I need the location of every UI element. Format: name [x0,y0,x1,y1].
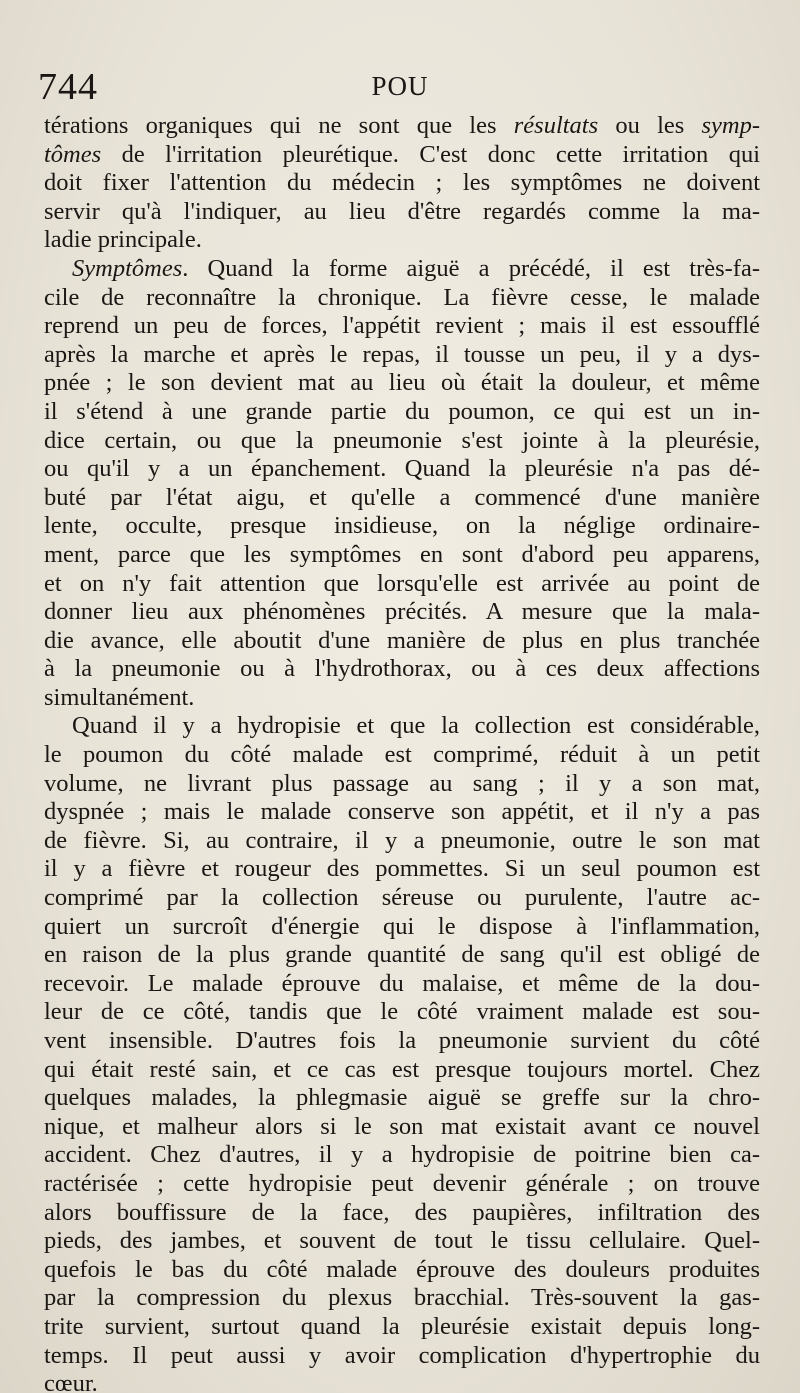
line-text: térations organiques qui ne sont que les [44,112,514,139]
line-text: reprend un peu de forces, l'appétit revient ; mais il est essoufflé [44,312,760,340]
line-text: et on n'y fait attention que lorsqu'elle est arrivée au point de [44,569,760,597]
line-text: . Quand la forme aiguë a précédé, il est très-fa- [182,254,760,282]
text-line [44,570,760,599]
line-text: à la pneumonie ou à l'hydrothorax, ou à ces deux affections [44,655,760,683]
text-line [44,284,760,313]
text-line [44,798,760,827]
text-line [44,970,760,999]
text-line [44,341,760,370]
text-line [44,1113,760,1142]
running-head: POU [371,71,429,101]
text-line [44,998,760,1027]
text-line [44,712,760,741]
text-line [44,1141,760,1170]
line-text: lente, occulte, presque insidieuse, on la néglige ordinaire- [44,512,760,540]
line-text: dyspnée ; mais le malade conserve son appétit, et il n'y a pas [44,798,760,826]
text-line [44,1084,760,1113]
text-line [44,741,760,770]
line-text: quiert un surcroît d'énergie qui le dispose à l'inflammation, [44,912,760,940]
text-line [44,1284,760,1313]
text-line [44,312,760,341]
text-line [44,598,760,627]
line-text: par la compression du plexus bracchial. Très-souvent la gas- [44,1284,760,1312]
text-line [44,1056,760,1085]
text-line [44,1199,760,1228]
line-text: de fièvre. Si, au contraire, il y a pneumonie, outre le son mat [44,826,760,854]
line-text: trite survient, surtout quand la pleurésie existait depuis long- [44,1312,760,1340]
line-text: quelques malades, la phlegmasie aiguë se greffe sur la chro- [44,1084,760,1112]
line-text: de l'irritation pleurétique. C'est donc cette irritation qui [101,140,760,168]
text-line [44,1370,760,1393]
text-line [44,884,760,913]
line-text: donner lieu aux phénomènes précités. A mesure que la mala- [44,598,760,626]
text-line [44,827,760,856]
line-text: ractérisée ; cette hydropisie peut devenir générale ; on trouve [44,1169,760,1197]
text-line [44,1027,760,1056]
line-text: alors bouffissure de la face, des paupières, infiltration des [44,1198,760,1226]
line-text: le poumon du côté malade est comprimé, réduit à un petit [44,741,760,769]
italic-text: symp- [701,112,761,139]
line-text: volume, ne livrant plus passage au sang ; il y a son mat, [44,769,760,797]
italic-text: Symptômes [72,254,183,282]
italic-text: tômes [44,140,102,168]
text-line [44,770,760,799]
line-text: vent insensible. D'autres fois la pneumonie survient du côté [44,1027,760,1054]
line-text: ment, parce que les symptômes en sont d'abord peu apparens, [44,540,760,568]
text-line [44,655,760,684]
line-text: servir qu'à l'indiquer, au lieu d'être regardés comme la ma- [44,197,760,225]
line-text: il s'étend à une grande partie du poumon, ce qui est un in- [44,397,760,425]
text-line [44,1342,760,1371]
line-text: die avance, elle aboutit d'une manière de plus en plus tranchée [44,626,760,654]
line-text: simultanément. [44,683,195,711]
text-line [44,941,760,970]
text-line [44,255,760,284]
line-text: doit fixer l'attention du médecin ; les symptômes ne doivent [44,169,760,197]
line-text: pnée ; le son devient mat au lieu où était la douleur, et même [44,369,760,397]
text-line [44,169,760,198]
line-text: après la marche et après le repas, il tousse un peu, il y a dys- [44,340,760,368]
text-line [44,112,760,141]
italic-text: résultats [513,112,599,139]
text-line [44,1227,760,1256]
line-text: pieds, des jambes, et souvent de tout le tissu cellulaire. Quel- [44,1227,760,1255]
line-text: Quand il y a hydropisie et que la collection est considérable, [72,712,760,740]
text-line [44,855,760,884]
line-text: recevoir. Le malade éprouve du malaise, et même de la dou- [44,969,760,997]
line-text: quefois le bas du côté malade éprouve des douleurs produites [44,1255,760,1283]
line-text: comprimé par la collection séreuse ou purulente, l'autre ac- [44,884,760,912]
text-line [44,684,760,713]
text-line [44,226,760,255]
line-text: il y a fièvre et rougeur des pommettes. Si un seul poumon est [44,855,760,883]
line-text: ou les [598,112,702,139]
text-line [44,455,760,484]
body-text [44,112,760,1393]
text-line [44,198,760,227]
text-line [44,369,760,398]
line-text: buté par l'état aigu, et qu'elle a commencé d'une manière [44,483,760,511]
line-text: temps. Il peut aussi y avoir complication d'hypertrophie du [44,1341,760,1369]
text-line [44,541,760,570]
text-line [44,1313,760,1342]
text-line [44,398,760,427]
text-line [44,512,760,541]
line-text: en raison de la plus grande quantité de sang qu'il est obligé de [44,941,760,969]
text-line [44,484,760,513]
page-header [0,64,800,110]
text-line [44,427,760,456]
text-line [44,1170,760,1199]
line-text: qui était resté sain, et ce cas est presque toujours mortel. Chez [44,1055,760,1083]
text-line [44,627,760,656]
line-text: cœur. [44,1370,98,1393]
text-line [44,913,760,942]
line-text: ladie principale. [44,226,202,254]
line-text: ou qu'il y a un épanchement. Quand la pleurésie n'a pas dé- [44,455,760,483]
page-number: 744 [38,66,98,108]
line-text: nique, et malheur alors si le son mat existait avant ce nouvel [44,1112,760,1140]
text-line [44,1256,760,1285]
line-text: accident. Chez d'autres, il y a hydropisie de poitrine bien ca- [44,1141,760,1169]
line-text: dice certain, ou que la pneumonie s'est jointe à la pleurésie, [44,426,760,454]
line-text: cile de reconnaître la chronique. La fièvre cesse, le malade [44,283,760,311]
text-line [44,141,760,170]
line-text: leur de ce côté, tandis que le côté vraiment malade est sou- [44,998,760,1026]
